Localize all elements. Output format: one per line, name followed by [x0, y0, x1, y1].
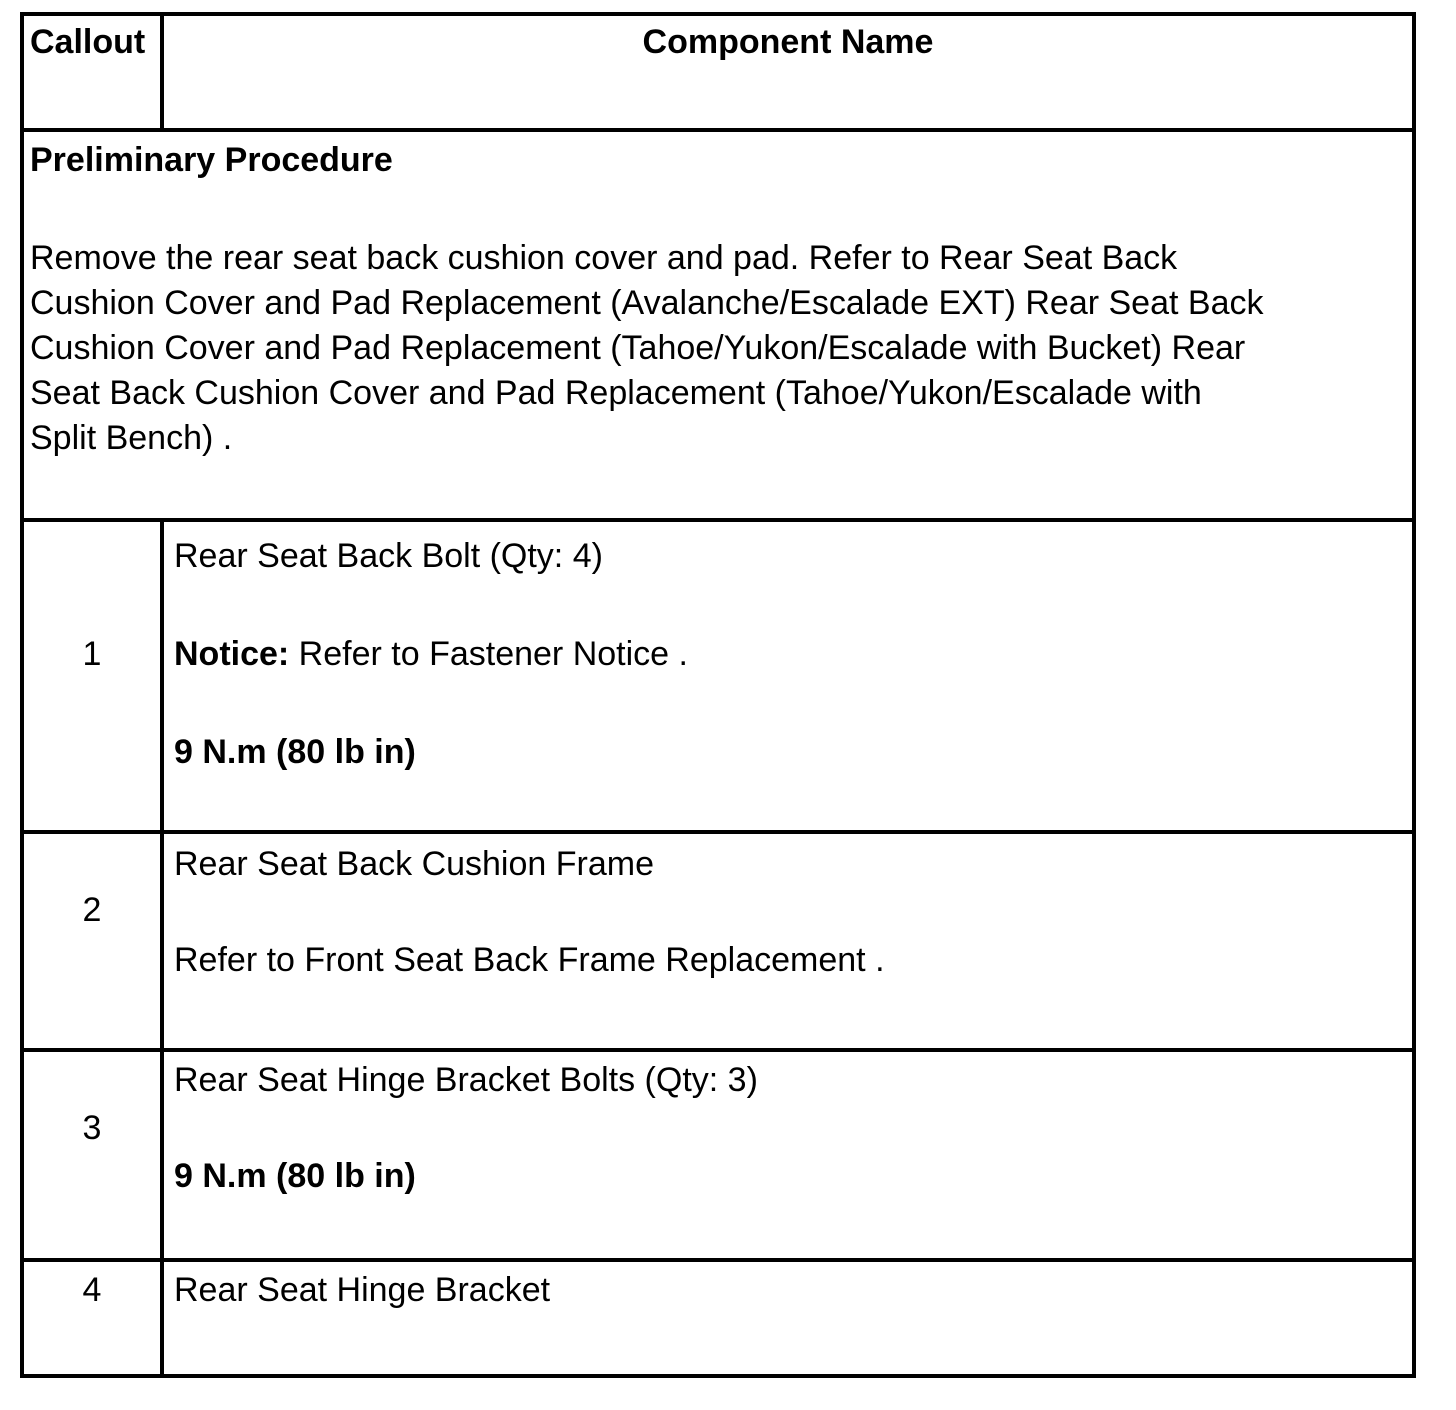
component-note: Refer to Front Seat Back Frame Replacement .: [174, 941, 885, 979]
table-header-row: [24, 16, 1412, 132]
callout-cell: [24, 834, 164, 1048]
preliminary-line: Split Bench) .: [30, 419, 233, 457]
torque-spec: 9 N.m (80 lb in): [174, 1157, 416, 1195]
callout-number: 3: [82, 1109, 102, 1147]
component-name: Rear Seat Hinge Bracket Bolts (Qty: 3): [174, 1061, 758, 1099]
preliminary-procedure-title: Preliminary Procedure: [30, 141, 393, 179]
component-name: Rear Seat Back Cushion Frame: [174, 845, 654, 883]
table-row: [24, 1052, 1412, 1262]
preliminary-line: Seat Back Cushion Cover and Pad Replacement (Tahoe/Yukon/Escalade with: [30, 374, 1202, 412]
component-cell: [164, 834, 1412, 1048]
callout-cell: [24, 1262, 164, 1374]
component-name: Rear Seat Back Bolt (Qty: 4): [174, 537, 603, 575]
notice-text: Refer to Fastener Notice .: [289, 635, 688, 673]
component-cell: [164, 522, 1412, 830]
notice-line: [174, 634, 688, 674]
callout-number: 1: [82, 635, 102, 673]
preliminary-line: Cushion Cover and Pad Replacement (Avalanche/Escalade EXT) Rear Seat Back: [30, 284, 1264, 322]
component-name: Rear Seat Hinge Bracket: [174, 1271, 551, 1309]
header-component-name-label: Component Name: [642, 23, 934, 61]
table-row: [24, 834, 1412, 1052]
callout-number: 2: [82, 891, 102, 929]
callout-number: 4: [82, 1271, 102, 1309]
preliminary-procedure-text: [30, 236, 1402, 461]
component-cell: [164, 1052, 1412, 1258]
component-table: [20, 12, 1416, 1378]
table-row: [24, 1262, 1412, 1374]
notice-label: Notice:: [174, 635, 290, 673]
callout-cell: [24, 522, 164, 830]
preliminary-line: Remove the rear seat back cushion cover and pad. Refer to Rear Seat Back: [30, 239, 1178, 277]
component-cell: [164, 1262, 1412, 1374]
preliminary-procedure-row: [24, 132, 1412, 522]
preliminary-procedure-cell: [30, 132, 1402, 518]
callout-cell: [24, 1052, 164, 1258]
header-callout-cell: [24, 16, 164, 128]
table-row: [24, 522, 1412, 834]
header-name-cell: [164, 16, 1412, 128]
header-callout-label: Callout: [30, 23, 146, 61]
torque-spec: 9 N.m (80 lb in): [174, 733, 416, 771]
preliminary-line: Cushion Cover and Pad Replacement (Tahoe/Yukon/Escalade with Bucket) Rear: [30, 329, 1246, 367]
